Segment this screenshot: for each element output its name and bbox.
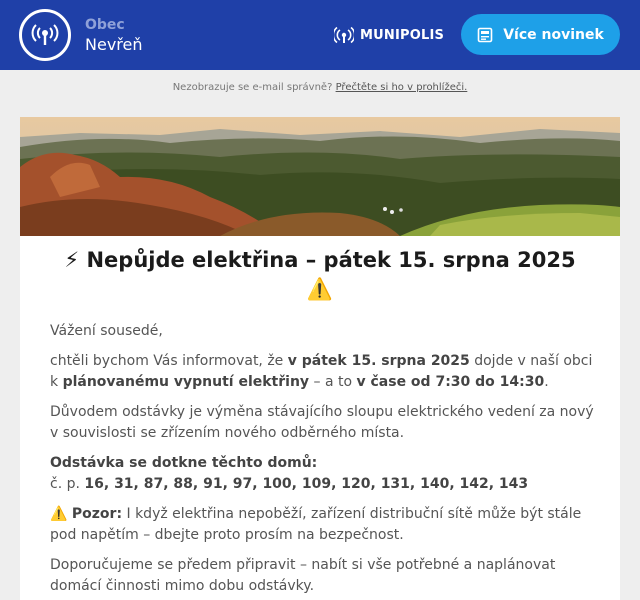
paragraph-announcement: chtěli bychom Vás informovat, že v pátek 15. srpna 2025 dojde v naší obci k plánovanému vypnutí elektřiny – a to v čase od 7:30 do 14:30. [50, 353, 593, 390]
article-title [40, 246, 600, 304]
view-in-browser-link[interactable]: Přečtěte si ho v prohlížeči. [335, 82, 468, 93]
houses-heading: Odstávka se dotkne těchto domů: [50, 455, 318, 471]
article-title-line1: ⚡ Nepůjde elektřina – pátek 15. srpna 2025 [64, 248, 576, 272]
outage-date: v pátek 15. srpna 2025 [287, 353, 470, 369]
more-news-button[interactable] [461, 14, 620, 55]
municipality-logo[interactable] [19, 9, 71, 61]
view-in-browser-notice [0, 82, 640, 93]
municipality-type: Obec [85, 17, 125, 33]
warning-icon: ⚠️ [50, 506, 72, 522]
warning-text: I když elektřina nepoběží, zařízení distribuční sítě může být stále pod napětím – dbejte proto prosím na bezpečnost. [50, 506, 582, 543]
greeting: Vážení sousedé, [50, 323, 163, 339]
paragraph-warning [50, 504, 595, 546]
article-card [20, 117, 620, 600]
hero-landscape-image [20, 117, 620, 236]
broadcast-icon [31, 21, 59, 49]
munipolis-brand[interactable] [334, 24, 444, 46]
paragraph-reason: Důvodem odstávky je výměna stávajícího sloupu elektrického vedení za nový v souvislosti se zřízením nového odběrného místa. [50, 404, 594, 441]
more-news-label: Více novinek [503, 26, 604, 43]
munipolis-label: MUNIPOLIS [360, 27, 445, 43]
paragraph-houses [50, 453, 595, 495]
municipality-name: Nevřeň [85, 35, 143, 54]
notice-text: Nezobrazuje se e-mail správně? [172, 82, 333, 93]
house-numbers: 16, 31, 87, 88, 91, 97, 100, 109, 120, 131, 140, 142, 143 [84, 476, 529, 492]
houses-prefix: č. p. [50, 476, 85, 492]
outage-type: plánovanému vypnutí elektřiny [62, 374, 310, 390]
article-body [50, 321, 595, 600]
outage-time: v čase od 7:30 do 14:30 [356, 374, 545, 390]
munipolis-logo-icon [334, 25, 354, 45]
warning-emoji: ⚠️ [306, 277, 334, 301]
warning-label: Pozor: [71, 506, 123, 522]
paragraph-recommendation: Doporučujeme se předem připravit – nabít si vše potřebné a naplánovat domácí činnosti mimo dobu odstávky. [50, 557, 556, 594]
header [0, 0, 640, 70]
newspaper-icon [477, 27, 493, 43]
